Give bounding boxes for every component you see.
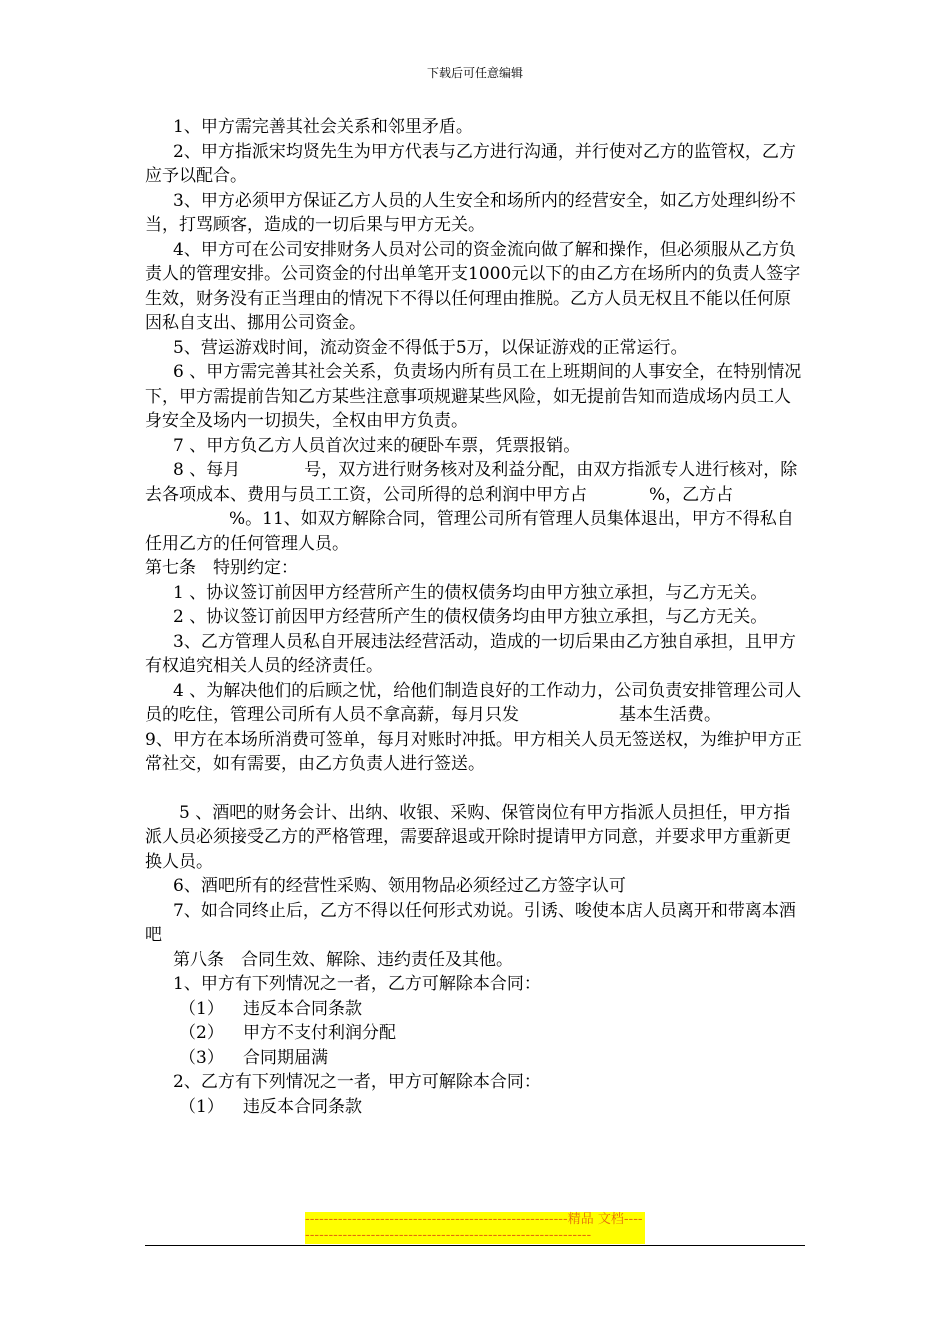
paragraph: 4、甲方可在公司安排财务人员对公司的资金流向做了解和操作，但必须服从乙方负责人的管理安排。公司资金的付出单笔开支1000元以下的由乙方在场所内的负责人签字生效，财务没有正当理由的情况下不得以任何理由推脱。乙方人员无权且不能以任何原因私自支出、挪用公司资金。 bbox=[145, 239, 801, 333]
paragraph: 6、酒吧所有的经营性采购、领用物品必须经过乙方签字认可 bbox=[173, 876, 626, 896]
list-label: （1） bbox=[179, 1096, 224, 1117]
list-item bbox=[145, 1046, 805, 1071]
paragraph: 5、营运游戏时间，流动资金不得低于5万，以保证游戏的正常运行。 bbox=[173, 337, 688, 358]
list-text: 甲方不支付利润分配 bbox=[243, 1023, 396, 1043]
paragraph: 3、乙方管理人员私自开展违法经营活动，造成的一切后果由乙方独自承担，且甲方有权追究相关人员的经济责任。 bbox=[145, 631, 796, 676]
footer-rule bbox=[145, 1245, 805, 1246]
text-segment: 基本生活费。 bbox=[619, 705, 721, 725]
paragraph: 7 、甲方负乙方人员首次过来的硬卧车票，凭票报销。 bbox=[173, 435, 581, 456]
blank-line bbox=[145, 777, 805, 801]
list-label: （2） bbox=[179, 1023, 224, 1043]
paragraph: 1、甲方有下列情况之一者，乙方可解除本合同： bbox=[173, 974, 541, 994]
list-text: 合同期届满 bbox=[243, 1047, 328, 1068]
list-text: 违反本合同条款 bbox=[243, 998, 362, 1019]
list-label: （3） bbox=[179, 1047, 224, 1068]
paragraph-profit-sharing bbox=[145, 458, 805, 556]
text-segment: %，乙方占 bbox=[649, 484, 734, 505]
paragraph: 1 、协议签订前因甲方经营所产生的债权债务均由甲方独立承担，与乙方无关。 bbox=[173, 582, 768, 603]
text-segment: 8 、每月 bbox=[173, 460, 241, 480]
list-item bbox=[145, 1021, 805, 1046]
paragraph: 6 、甲方需完善其社会关系，负责场内所有员工在上班期间的人事安全，在特别情况下，甲方需提前告知乙方某些注意事项规避某些风险，如无提前告知而造成场内员工人身安全及场内一切损失，全权由甲方负责。 bbox=[145, 362, 802, 431]
list-label: （1） bbox=[179, 998, 224, 1019]
paragraph: 5 、酒吧的财务会计、出纳、收银、采购、保管岗位有甲方指派人员担任，甲方指派人员必须接受乙方的严格管理，需要辞退或开除时提请甲方同意，并要求甲方重新更换人员。 bbox=[145, 802, 791, 872]
text-segment: 4 、为解决他们的后顾之忧，给他们制造良好的工作动力，公司负责安排管理公司人员的吃住，管理公司所有人员不拿高薪，每月只发 bbox=[145, 680, 802, 725]
page-header: 下载后可任意编辑 bbox=[426, 66, 523, 80]
text-segment: %。11、如双方解除合同，管理公司所有管理人员集体退出，甲方不得私自任用乙方的任何管理人员。 bbox=[145, 509, 794, 554]
list-text: 违反本合同条款 bbox=[243, 1096, 362, 1117]
paragraph: 2、乙方有下列情况之一者，甲方可解除本合同： bbox=[173, 1072, 541, 1092]
document-body bbox=[145, 115, 805, 1119]
paragraph: 9、甲方在本场所消费可签单，每月对账时冲抵。甲方相关人员无签送权，为维护甲方正常社交，如有需要，由乙方负责人进行签送。 bbox=[145, 729, 802, 774]
footer-watermark: --------------------------------------------------------精品 文档----------------------------------------------------------------- bbox=[305, 1212, 645, 1244]
list-item bbox=[145, 997, 805, 1022]
list-item bbox=[145, 1095, 805, 1120]
paragraph: 7、如合同终止后，乙方不得以任何形式劝说。引诱、唆使本店人员离开和带离本酒吧 bbox=[145, 900, 796, 945]
paragraph-living-allowance bbox=[145, 679, 805, 728]
text-segment: 号，双方进行财务核对及利益分配，由双方指派专人进行核对，除去各项成本、费用与员工工资，公司所得的总利润中甲方占 bbox=[145, 460, 798, 505]
paragraph: 2、甲方指派宋均贤先生为甲方代表与乙方进行沟通，并行使对乙方的监管权，乙方应予以配合。 bbox=[145, 141, 796, 186]
paragraph: 2 、协议签订前因甲方经营所产生的债权债务均由甲方独立承担，与乙方无关。 bbox=[173, 607, 768, 627]
paragraph: 1、甲方需完善其社会关系和邻里矛盾。 bbox=[173, 117, 473, 137]
article-heading: 第八条 合同生效、解除、违约责任及其他。 bbox=[173, 949, 513, 970]
paragraph: 3、甲方必须甲方保证乙方人员的人生安全和场所内的经营安全，如乙方处理纠纷不当，打骂顾客，造成的一切后果与甲方无关。 bbox=[145, 190, 796, 235]
article-heading: 第七条 特别约定： bbox=[145, 558, 298, 578]
